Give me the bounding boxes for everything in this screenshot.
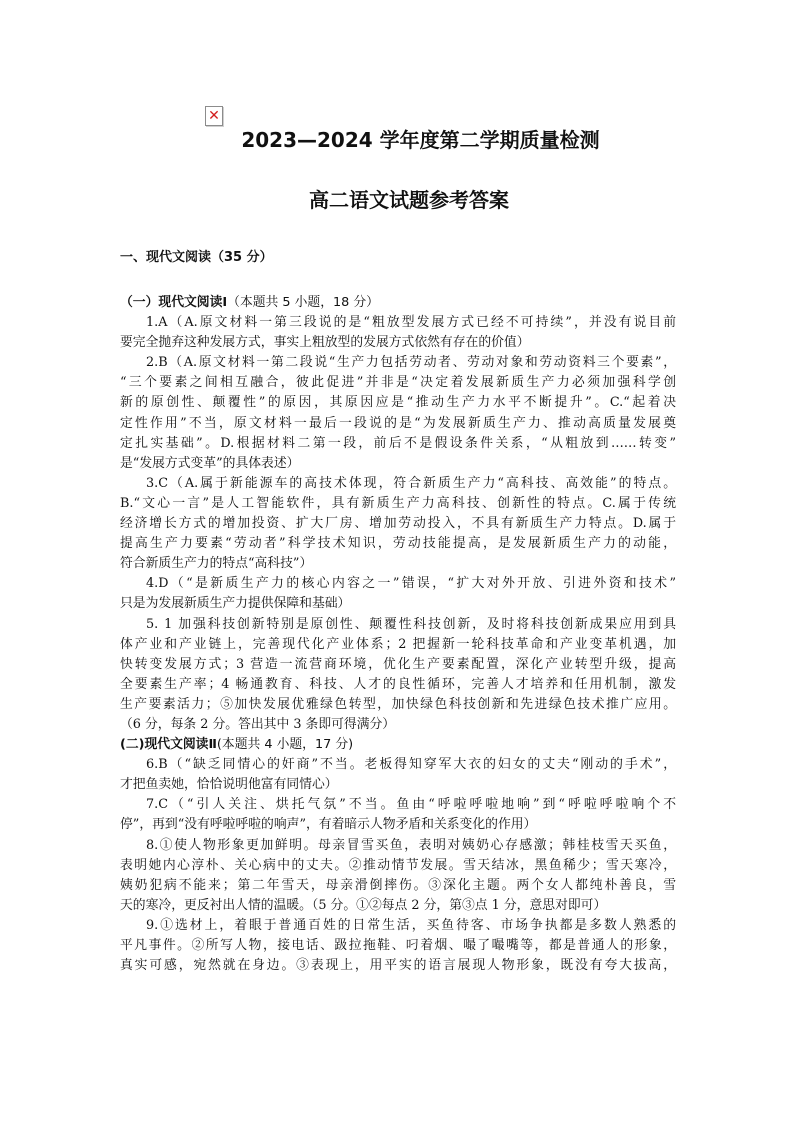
answer-q8 bbox=[120, 836, 676, 916]
answer-line: 1.A（A.原文材料一第三段说的是“粗放型发展方式已经不可持续”，并没有说目前 bbox=[146, 315, 676, 331]
answer-line: 快转变发展方式；3 营造一流营商环境，优化生产要素配置，深化产业转型升级，提高 bbox=[120, 656, 676, 672]
part-2-heading-bold: (二)现代文阅读Ⅱ bbox=[120, 737, 217, 753]
answer-line: “三个要素之间相互融合，彼此促进”并非是“决定着发展新质生产力必须加强科学创 bbox=[120, 375, 676, 391]
section-heading-reading: 一、现代文阅读（35 分） bbox=[120, 250, 273, 265]
answer-q3 bbox=[120, 474, 676, 574]
answer-line: 表明她内心淳朴、关心病中的丈夫。②推动情节发展。雪天结冰，黑鱼稀少；雪天寒冷， bbox=[120, 857, 676, 873]
answer-q1 bbox=[120, 313, 676, 353]
answer-line: 经济增长方式的增加投资、扩大厂房、增加劳动投入，不具有新质生产力特点。D.属于 bbox=[120, 516, 676, 532]
answer-line: 6.B（“缺乏同情心的奸商”不当。老板得知穿军大衣的妇女的丈夫“刚动的手术”， bbox=[146, 757, 676, 773]
answer-line: 体产业和产业链上，完善现代化产业体系；2 把握新一轮科技革命和产业变革机遇，加 bbox=[120, 636, 676, 652]
answer-line: 全要素生产率；4 畅通教育、科技、人才的良性循环，完善人才培养和任用机制，激发 bbox=[120, 676, 676, 692]
answer-q5 bbox=[120, 615, 676, 736]
part-2-heading bbox=[120, 735, 676, 755]
answer-line: （6 分，每条 2 分。答出其中 3 条即可得满分） bbox=[120, 716, 396, 732]
answer-q6 bbox=[120, 755, 676, 795]
answer-content bbox=[120, 293, 676, 976]
answer-line: 3.C（A.属于新能源车的高技术体现，符合新质生产力“高科技、高效能”的特点。 bbox=[146, 475, 676, 491]
answer-line: 平凡事件。②所写人物，接电话、趿拉拖鞋、叼着烟、嘬了嘬嘴等，都是普通人的形象， bbox=[120, 938, 676, 953]
part-1-heading-rest: （本题共 5 小题，18 分） bbox=[227, 295, 379, 310]
answer-line: 9.①选材上，着眼于普通百姓的日常生活，买鱼待客、市场争执都是多数人熟悉的 bbox=[146, 917, 676, 933]
answer-line: B.“文心一言”是人工智能软件，具有新质生产力高科技、创新性的特点。C.属于传统 bbox=[120, 495, 676, 511]
answer-line: 天的寒冷，更反衬出人情的温暖。（5 分。①②每点 2 分，第③点 1 分，意思对即可） bbox=[120, 897, 607, 913]
answer-line: 是“发展方式变革”的具体表述） bbox=[120, 455, 300, 471]
answer-line: 真实可感，宛然就在身边。③表现上，用平实的语言展现人物形象，既没有夸大拔高， bbox=[120, 958, 676, 974]
answer-line: 才把鱼卖她，恰恰说明他富有同情心） bbox=[120, 777, 338, 793]
answer-q4 bbox=[120, 574, 676, 614]
answer-line: 8.①使人物形象更加鲜明。母亲冒雪买鱼，表明对姨奶心存感激；韩桂枝雪天买鱼， bbox=[146, 837, 676, 853]
answer-line: 停”，再到“没有呼啦呼啦的响声”，有着暗示人物矛盾和关系变化的作用） bbox=[120, 817, 537, 833]
part-1-heading bbox=[120, 293, 676, 313]
answer-line: 要完全抛弃这种发展方式，事实上粗放型的发展方式依然有存在的价值） bbox=[120, 335, 530, 351]
answer-q2 bbox=[120, 353, 676, 474]
answer-q9 bbox=[120, 916, 676, 976]
part-2-heading-rest: (本题共 4 小题，17 分) bbox=[216, 737, 354, 753]
document-title-subject: 高二语文试题参考答案 bbox=[309, 188, 509, 212]
answer-line: 4.D（“是新质生产力的核心内容之一”错误，“扩大对外开放、引进外资和技术” bbox=[146, 576, 676, 592]
answer-line: 姨奶犯病不能来；第二年雪天，母亲滑倒摔伤。③深化主题。两个女人都纯朴善良，雪 bbox=[120, 877, 676, 893]
answer-line: 生产要素活力；⑤加快发展优雅绿色转型，加快绿色科技创新和先进绿色技术推广应用。 bbox=[120, 696, 676, 712]
answer-line: 符合新质生产力的特点“高科技”） bbox=[120, 556, 313, 572]
answer-q7 bbox=[120, 795, 676, 835]
answer-line: 定扎实基础”。D.根据材料二第一段，前后不是假设条件关系，“从粗放到……转变” bbox=[120, 435, 676, 451]
document-title-year: 2023—2024 学年度第二学期质量检测 bbox=[241, 128, 600, 152]
answer-line: 新的原创性、颠覆性”的原因，其原因应是“推动生产力水平不断提升”。C.“起着决 bbox=[120, 395, 676, 411]
part-1-heading-bold: （一）现代文阅读Ⅰ bbox=[120, 295, 228, 310]
answer-line: 5. 1 加强科技创新特别是原创性、颠覆性科技创新，及时将科技创新成果应用到具 bbox=[146, 616, 676, 632]
broken-image-icon: ✕ bbox=[205, 106, 223, 126]
answer-line: 只是为发展新质生产力提供保障和基础） bbox=[120, 596, 351, 612]
answer-line: 定性作用”不当，原文材料一最后一段说的是“为发展新质生产力、推动高质量发展奠 bbox=[120, 415, 676, 431]
answer-line: 提高生产力要素“劳动者”科学技术知识，劳动技能提高，是发展新质生产力的动能， bbox=[120, 536, 676, 552]
answer-line: 7.C（“引人关注、烘托气氛”不当。鱼由“呼啦呼啦地响”到“呼啦呼啦响个不 bbox=[146, 797, 676, 813]
answer-line: 2.B（A.原文材料一第二段说“生产力包括劳动者、劳动对象和劳动资料三个要素”， bbox=[146, 355, 676, 371]
